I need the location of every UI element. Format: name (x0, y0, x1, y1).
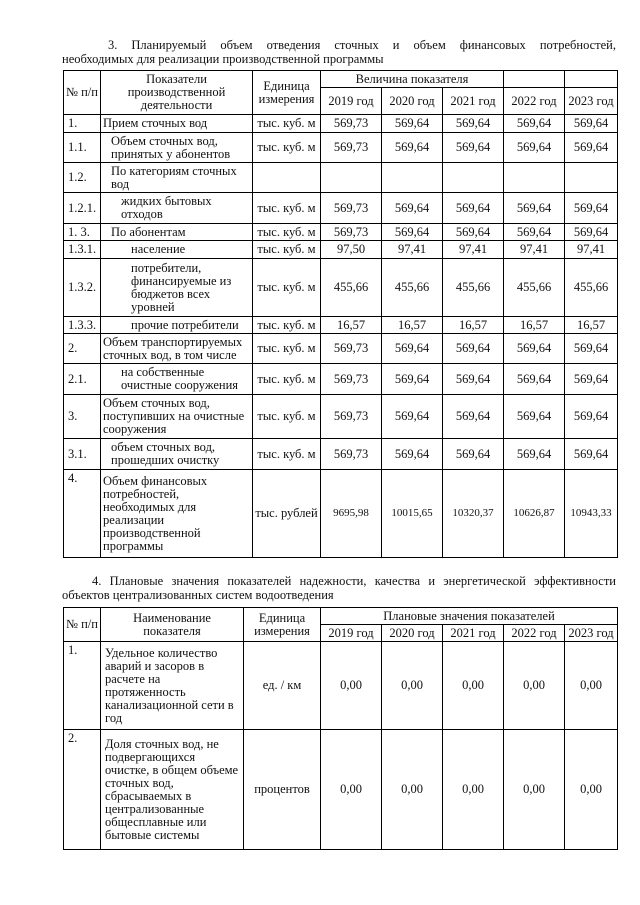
header-year: 2020 год (382, 88, 443, 115)
row-name: По категориям сточных вод (101, 163, 253, 193)
row-name: Объем транспортируемых сточных вод, в том числе (101, 334, 253, 364)
header-year: 2022 год (504, 625, 565, 642)
row-unit: тыс. куб. м (253, 133, 321, 163)
table-row (64, 439, 618, 470)
row-value: 0,00 (504, 730, 565, 850)
row-value: 0,00 (321, 730, 382, 850)
row-value: 0,00 (382, 642, 443, 730)
table-row (64, 224, 618, 241)
row-value: 0,00 (443, 730, 504, 850)
table-row (64, 259, 618, 317)
table-row (64, 115, 618, 133)
row-value: 569,64 (443, 115, 504, 133)
row-name: прочие потребители (101, 317, 253, 334)
row-value (382, 163, 443, 193)
row-value: 455,66 (443, 259, 504, 317)
header-num: № п/п (64, 608, 101, 642)
table-row (64, 364, 618, 395)
row-name: Объем сточных вод, поступивших на очистные сооружения (101, 395, 253, 439)
row-unit: ед. / км (244, 642, 321, 730)
row-value: 97,41 (565, 241, 618, 259)
row-value: 0,00 (321, 642, 382, 730)
header-year: 2019 год (321, 625, 382, 642)
row-value: 455,66 (382, 259, 443, 317)
row-value: 569,64 (504, 133, 565, 163)
row-value: 569,73 (321, 115, 382, 133)
row-value: 16,57 (504, 317, 565, 334)
row-num: 1.1. (64, 133, 101, 163)
row-value: 97,41 (443, 241, 504, 259)
row-value: 0,00 (504, 642, 565, 730)
section-3-line-2: необходимых для реализации производственной программы (62, 52, 384, 66)
row-unit: тыс. куб. м (253, 193, 321, 224)
row-value: 569,73 (321, 133, 382, 163)
row-num: 1. (64, 115, 101, 133)
header-year: 2021 год (443, 88, 504, 115)
row-name: Прием сточных вод (101, 115, 253, 133)
row-num: 1. 3. (64, 224, 101, 241)
row-num: 1.2. (64, 163, 101, 193)
row-num: 1.3.1. (64, 241, 101, 259)
row-value: 0,00 (443, 642, 504, 730)
row-value: 569,64 (565, 364, 618, 395)
section-3-heading (62, 38, 616, 66)
row-num: 1.3.2. (64, 259, 101, 317)
row-value: 569,73 (321, 364, 382, 395)
row-unit: тыс. рублей (253, 470, 321, 558)
row-value (565, 163, 618, 193)
row-name: Объем сточных вод, принятых у абонентов (101, 133, 253, 163)
header-num: № п/п (64, 71, 101, 115)
row-unit: тыс. куб. м (253, 334, 321, 364)
row-unit: тыс. куб. м (253, 364, 321, 395)
row-unit (253, 163, 321, 193)
header-indicator: Показатели производственной деятельности (101, 71, 253, 115)
row-value: 569,64 (565, 224, 618, 241)
row-value: 97,41 (504, 241, 565, 259)
row-value: 569,64 (382, 224, 443, 241)
production-indicators-table (63, 70, 618, 558)
row-value: 569,64 (504, 395, 565, 439)
row-value: 569,64 (565, 395, 618, 439)
row-name: Доля сточных вод, не подвергающихся очистке, в общем объеме сточных вод, сбрасываемых в централизованные общесплавные или бытовые системы (101, 730, 244, 850)
row-value: 569,64 (565, 193, 618, 224)
row-num: 2. (64, 334, 101, 364)
row-unit: тыс. куб. м (253, 115, 321, 133)
table-row (64, 470, 618, 558)
header-unit: Единица измерения (253, 71, 321, 115)
reliability-indicators-table (63, 607, 618, 850)
row-value: 9695,98 (321, 470, 382, 558)
row-value: 569,64 (504, 334, 565, 364)
header-value-group: Плановые значения показателей (321, 608, 618, 625)
row-num: 4. (64, 470, 101, 558)
row-unit: тыс. куб. м (253, 395, 321, 439)
row-value: 569,64 (382, 334, 443, 364)
row-value: 16,57 (382, 317, 443, 334)
row-name: По абонентам (101, 224, 253, 241)
row-value: 0,00 (565, 642, 618, 730)
section-4-heading (62, 574, 616, 602)
row-name: Объем финансовых потребностей, необходимых для реализации производственной программы (101, 470, 253, 558)
header-year: 2020 год (382, 625, 443, 642)
row-name: Удельное количество аварий и засоров в расчете на протяженность канализационной сети в год (101, 642, 244, 730)
row-name: объем сточных вод, прошедших очистку (101, 439, 253, 470)
header-year: 2021 год (443, 625, 504, 642)
row-name: население (101, 241, 253, 259)
table-row (64, 163, 618, 193)
row-value (443, 163, 504, 193)
row-value (504, 163, 565, 193)
row-num: 1.2.1. (64, 193, 101, 224)
row-value: 10015,65 (382, 470, 443, 558)
header-value-group: Величина показателя (321, 71, 504, 88)
header-year: 2023 год (565, 88, 618, 115)
row-value: 569,64 (382, 133, 443, 163)
row-value: 569,64 (504, 115, 565, 133)
header-year: 2019 год (321, 88, 382, 115)
row-value: 569,73 (321, 224, 382, 241)
header-year: 2023 год (565, 625, 618, 642)
row-value: 569,73 (321, 193, 382, 224)
header-unit: Единица измерения (244, 608, 321, 642)
row-value: 569,64 (443, 334, 504, 364)
row-value: 10626,87 (504, 470, 565, 558)
row-value: 569,64 (504, 439, 565, 470)
section-4-line-1: 4. Плановые значения показателей надежности, качества и энергетической эффективности (92, 574, 616, 588)
header-blank (504, 71, 565, 88)
table-row (64, 730, 618, 850)
row-value: 10943,33 (565, 470, 618, 558)
row-unit: тыс. куб. м (253, 224, 321, 241)
row-value: 16,57 (443, 317, 504, 334)
row-value: 0,00 (382, 730, 443, 850)
row-unit: тыс. куб. м (253, 241, 321, 259)
table-row (64, 334, 618, 364)
row-value: 569,64 (443, 395, 504, 439)
row-num: 3.1. (64, 439, 101, 470)
section-4-line-2: объектов централизованных систем водоотведения (62, 588, 334, 602)
row-num: 2.1. (64, 364, 101, 395)
table-row (64, 133, 618, 163)
row-unit: тыс. куб. м (253, 317, 321, 334)
row-value: 569,64 (443, 193, 504, 224)
table-row (64, 317, 618, 334)
row-value: 455,66 (565, 259, 618, 317)
row-value: 569,64 (382, 395, 443, 439)
row-num: 1.3.3. (64, 317, 101, 334)
row-value: 97,50 (321, 241, 382, 259)
row-num: 3. (64, 395, 101, 439)
row-value: 97,41 (382, 241, 443, 259)
row-value (321, 163, 382, 193)
row-value: 569,64 (443, 133, 504, 163)
header-year: 2022 год (504, 88, 565, 115)
row-value: 569,64 (443, 439, 504, 470)
row-num: 2. (64, 730, 101, 850)
row-value: 569,64 (504, 224, 565, 241)
row-unit: тыс. куб. м (253, 259, 321, 317)
section-3-line-1: 3. Планируемый объем отведения сточных и объем финансовых потребностей, (108, 38, 616, 52)
table-row (64, 642, 618, 730)
header-blank (565, 71, 618, 88)
row-value: 569,73 (321, 395, 382, 439)
row-value: 455,66 (321, 259, 382, 317)
row-value: 16,57 (321, 317, 382, 334)
row-value: 569,64 (443, 224, 504, 241)
row-num: 1. (64, 642, 101, 730)
row-value: 10320,37 (443, 470, 504, 558)
table-row (64, 241, 618, 259)
row-value: 0,00 (565, 730, 618, 850)
row-value: 569,64 (565, 439, 618, 470)
row-value: 569,64 (504, 193, 565, 224)
row-unit: тыс. куб. м (253, 439, 321, 470)
header-indicator: Наименование показателя (101, 608, 244, 642)
row-value: 16,57 (565, 317, 618, 334)
row-value: 569,64 (382, 193, 443, 224)
row-value: 569,73 (321, 439, 382, 470)
row-value: 569,73 (321, 334, 382, 364)
row-unit: процентов (244, 730, 321, 850)
table-row (64, 193, 618, 224)
row-value: 569,64 (565, 133, 618, 163)
table-row (64, 395, 618, 439)
row-value: 569,64 (443, 364, 504, 395)
row-name: жидких бытовых отходов (101, 193, 253, 224)
row-value: 569,64 (565, 115, 618, 133)
row-value: 569,64 (382, 439, 443, 470)
row-value: 569,64 (382, 115, 443, 133)
row-name: потребители, финансируемые из бюджетов всех уровней (101, 259, 253, 317)
row-value: 569,64 (565, 334, 618, 364)
row-value: 569,64 (382, 364, 443, 395)
row-value: 455,66 (504, 259, 565, 317)
row-name: на собственные очистные сооружения (101, 364, 253, 395)
row-value: 569,64 (504, 364, 565, 395)
